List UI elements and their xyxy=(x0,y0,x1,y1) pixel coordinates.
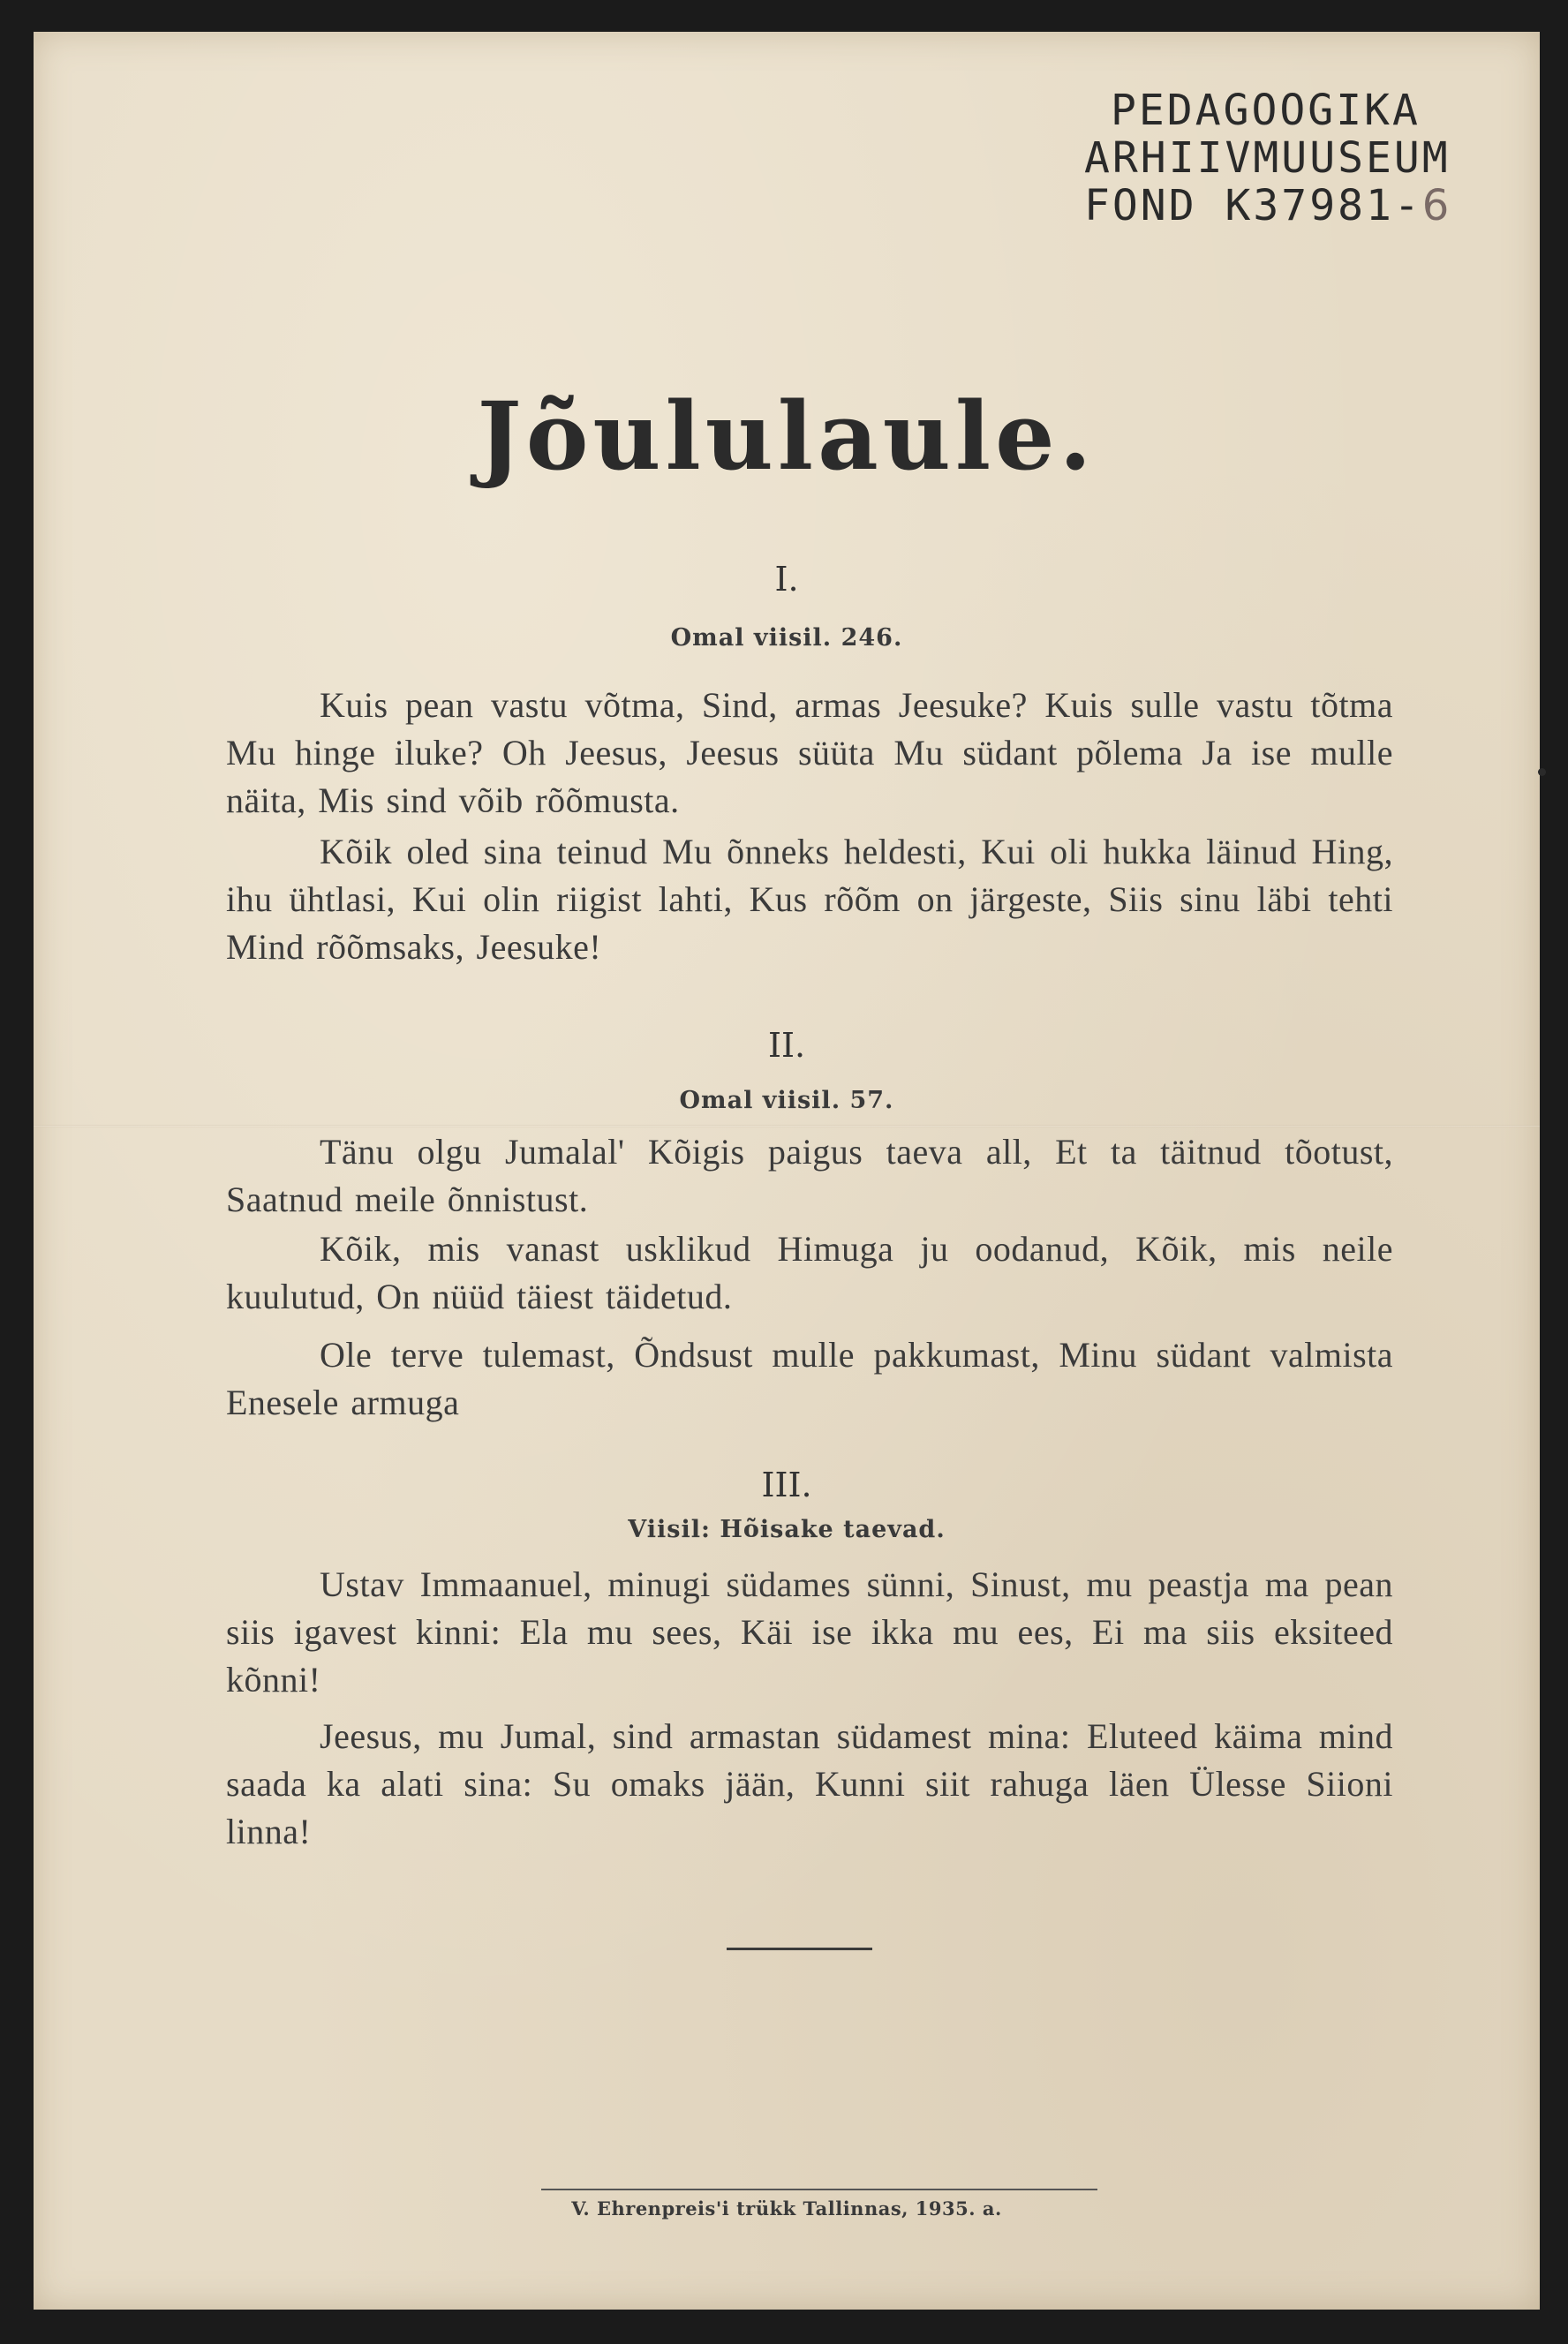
stamp-handwritten-number: 6 xyxy=(1421,181,1450,230)
song-1-tune: Omal viisil. 246. xyxy=(670,624,903,652)
stamp-fond-number: FOND K37981- xyxy=(1084,181,1422,230)
archive-stamp xyxy=(1049,87,1508,230)
imprint-rule xyxy=(541,2189,1097,2190)
song-3-numeral: III. xyxy=(761,1466,812,1504)
page-title: Jõululaule. xyxy=(477,381,1097,491)
song-2-tune: Omal viisil. 57. xyxy=(679,1087,894,1114)
song-2-verse-2: Kõik, mis vanast usklikud Himuga ju oodanud, Kõik, mis neile kuulutud, On nüüd täiest täidetud. xyxy=(226,1229,1393,1316)
song-3-tune: Viisil: Hõisake taevad. xyxy=(628,1516,946,1543)
song-3-verse-2: Jeesus, mu Jumal, sind armastan südamest mina: Eluteed käima mind saada ka alati sina: Su omaks jään, Kunni siit rahuga läen Ülesse Siioni linna! xyxy=(226,1716,1393,1851)
printer-imprint: V. Ehrenpreis'i trükk Tallinnas, 1935. a. xyxy=(571,2197,1002,2220)
song-1-verse-2: Kõik oled sina teinud Mu õnneks heldesti, Kui oli hukka läinud Hing, ihu ühtlasi, Kui olin riigist lahti, Kus rõõm on järgeste, Siis sinu läbi tehti Mind rõõmsaks, Jeesuke! xyxy=(226,832,1393,967)
song-1-numeral: I. xyxy=(774,560,799,599)
stamp-line-3 xyxy=(1084,182,1508,230)
song-2-verse-1: Tänu olgu Jumalal' Kõigis paigus taeva all, Et ta täitnud tõotust, Saatnud meile õnnistust. xyxy=(226,1132,1393,1219)
ink-spot xyxy=(1538,768,1546,776)
stamp-line-2: ARHIIVMUUSEUM xyxy=(1084,133,1451,183)
song-2-verse-3: Ole terve tulemast, Õndsust mulle pakkumast, Minu südant valmista Enesele armuga xyxy=(226,1335,1393,1422)
closing-rule xyxy=(727,1948,872,1950)
song-1-verse-1: Kuis pean vastu võtma, Sind, armas Jeesuke? Kuis sulle vastu tõtma Mu hinge iluke? Oh Jeesus, Jeesus süüta Mu südant põlema Ja ise mulle näita, Mis sind võib rõõmusta. xyxy=(226,685,1393,820)
paper-fold xyxy=(34,1125,1540,1127)
stamp-line-1: PEDAGOOGIKA xyxy=(1111,86,1421,135)
song-2-numeral: II. xyxy=(767,1026,806,1065)
document-sheet xyxy=(34,32,1540,2310)
song-3-verse-1: Ustav Immaanuel, minugi südames sünni, Sinust, mu peastja ma pean siis igavest kinni: Ela mu sees, Käi ise ikka mu ees, Ei ma siis eksiteed kõnni! xyxy=(226,1564,1393,1700)
